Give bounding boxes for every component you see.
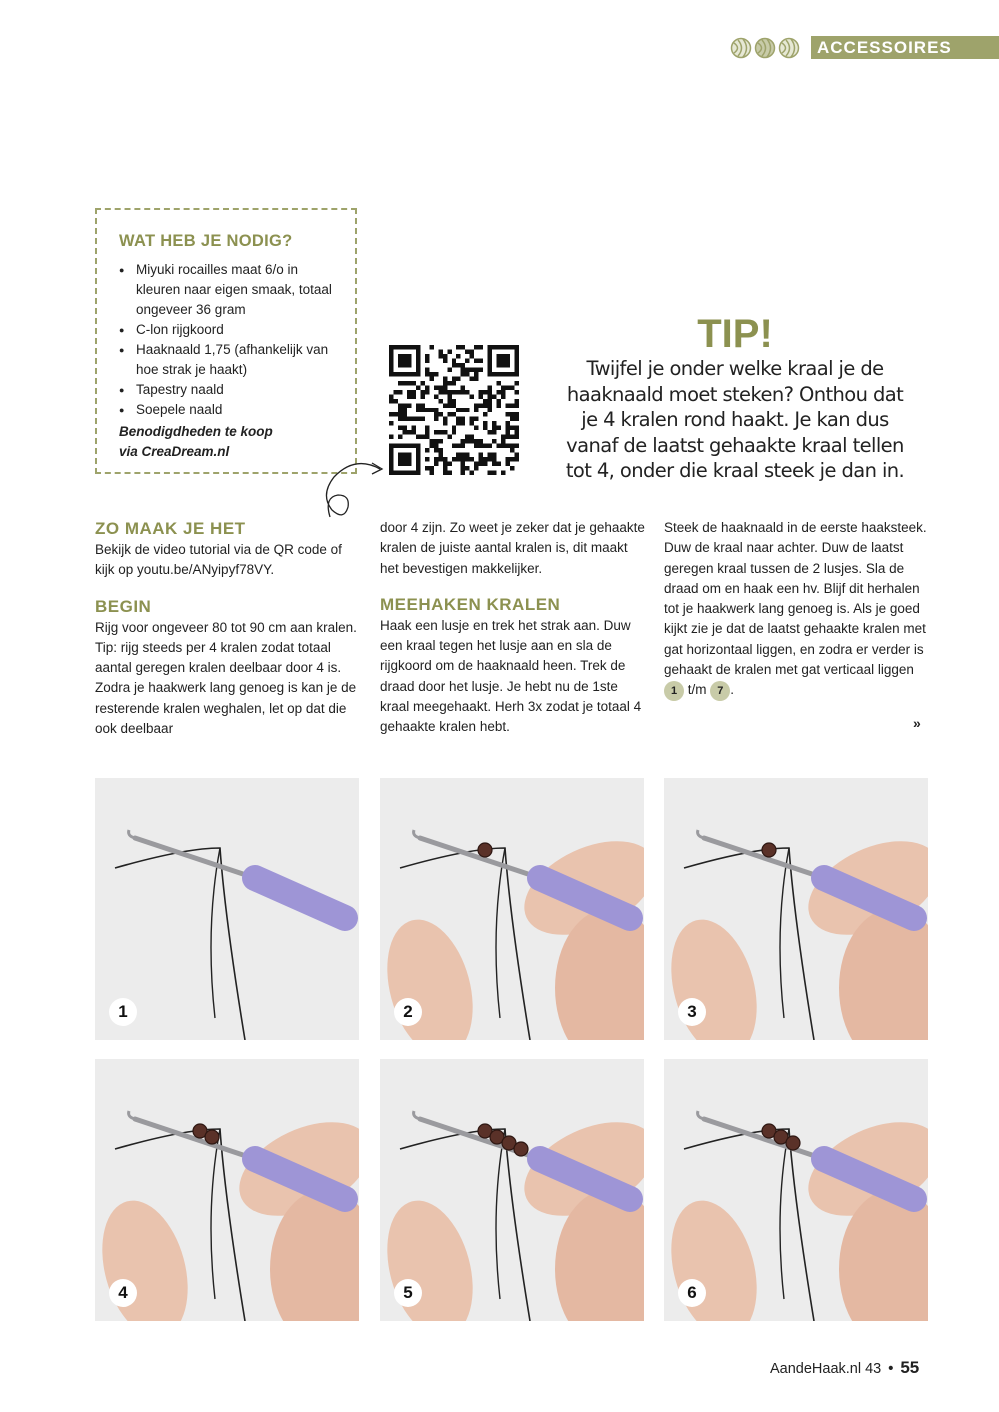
step-number: 2 — [394, 998, 422, 1026]
magazine-name: AandeHaak.nl 43 — [770, 1361, 882, 1377]
paragraph: Bekijk de video tutorial via de QR code of kijk op youtu.be/ANyipyf78VY. — [95, 542, 342, 578]
paragraph: door 4 zijn. Zo weet je zeker dat je gehaakte kralen de juiste aantal kralen is, dit maakt het bevestigen makkelijker. — [380, 520, 645, 576]
paragraph: Haak een lusje en trek het strak aan. Duw een kraal tegen het lusje aan en sla de rijgkoord om de haaknaald heen. Trek de draad door het lusje. Je hebt nu de 1ste kraal meegehaakt. Herh 3x zodat je totaal 4 gehaakte kralen hebt. — [380, 617, 642, 735]
page-number: 55 — [900, 1358, 920, 1377]
page-footer — [770, 1358, 919, 1378]
footer-bullet: • — [888, 1361, 894, 1377]
column-1 — [95, 518, 365, 739]
step-photo-1 — [95, 778, 359, 1040]
step-photo-5 — [380, 1059, 644, 1321]
step-photo-3 — [664, 778, 928, 1040]
step-number: 1 — [109, 998, 137, 1026]
materials-box — [95, 208, 357, 474]
continue-mark: » — [913, 715, 921, 731]
qr-code[interactable] — [389, 345, 519, 475]
paragraph: Rijg voor ongeveer 80 tot 90 cm aan kralen. Tip: rijg steeds per 4 kralen zodat totaal aantal geregen kralen deelbaar door 4 is. Zodra je haakwerk lang genoeg is kan je de resterende kralen weghalen, let op dat die ook deelbaar — [95, 619, 357, 737]
section-label: ACCESSOIRES — [811, 36, 999, 59]
section-heading: ZO MAAK JE HET — [95, 519, 246, 538]
step-photo-6 — [664, 1059, 928, 1321]
column-3 — [664, 518, 934, 701]
yarn-balls-icon — [730, 37, 802, 59]
range-word: t/m — [687, 682, 707, 698]
curly-arrow-icon — [310, 455, 390, 525]
materials-list — [119, 260, 339, 420]
list-item: ● Haaknaald 1,75 (afhankelijk van hoe strak je haakt) — [119, 340, 339, 380]
paragraph-text: Steek de haaknaald in de eerste haaksteek. Duw de kraal naar achter. Duw de laatst geregen kraal tussen de 2 lusjes. Sla de draad om en haak een hv. Blijf dit herhalen tot je haakwerk lang genoeg is. Als je goed kijkt zie je dat de laatst gehaakte kralen met gat horizontaal liggen, en zodra er verder is gehaakt de kralen met gat verticaal liggen — [664, 520, 927, 678]
materials-note-line: via CreaDream.nl — [119, 444, 230, 459]
tip-title: TIP! — [697, 312, 773, 356]
step-number: 6 — [678, 1279, 706, 1307]
step-photo-4 — [95, 1059, 359, 1321]
section-heading: BEGIN — [95, 596, 152, 616]
list-item: ● Tapestry naald — [119, 380, 339, 400]
list-item: ● Miyuki rocailles maat 6/o in kleuren naar eigen smaak, totaal ongeveer 36 gram — [119, 260, 339, 320]
list-item: ● C-lon rijgkoord — [119, 320, 339, 340]
column-2 — [380, 518, 650, 738]
materials-note-line: Benodigdheden te koop — [119, 424, 273, 439]
step-number: 3 — [678, 998, 706, 1026]
list-item: ● Soepele naald — [119, 400, 339, 420]
materials-title: WAT HEB JE NODIG? — [119, 232, 293, 250]
step-badge: 7 — [710, 681, 730, 701]
tip-text: Twijfel je onder welke kraal je de haaknaald moet steken? Onthou dat je 4 kralen rond haakt. Je kan dus vanaf de laatst gehaakte kraal tellen tot 4, onder die kraal steek je dan in. — [565, 357, 905, 483]
paragraph — [664, 518, 934, 701]
end-punctuation: . — [730, 682, 735, 698]
section-heading: MEEHAKEN KRALEN — [380, 594, 561, 614]
step-badge: 1 — [664, 681, 684, 701]
step-photo-2 — [380, 778, 644, 1040]
step-number: 4 — [109, 1279, 137, 1307]
step-number: 5 — [394, 1279, 422, 1307]
